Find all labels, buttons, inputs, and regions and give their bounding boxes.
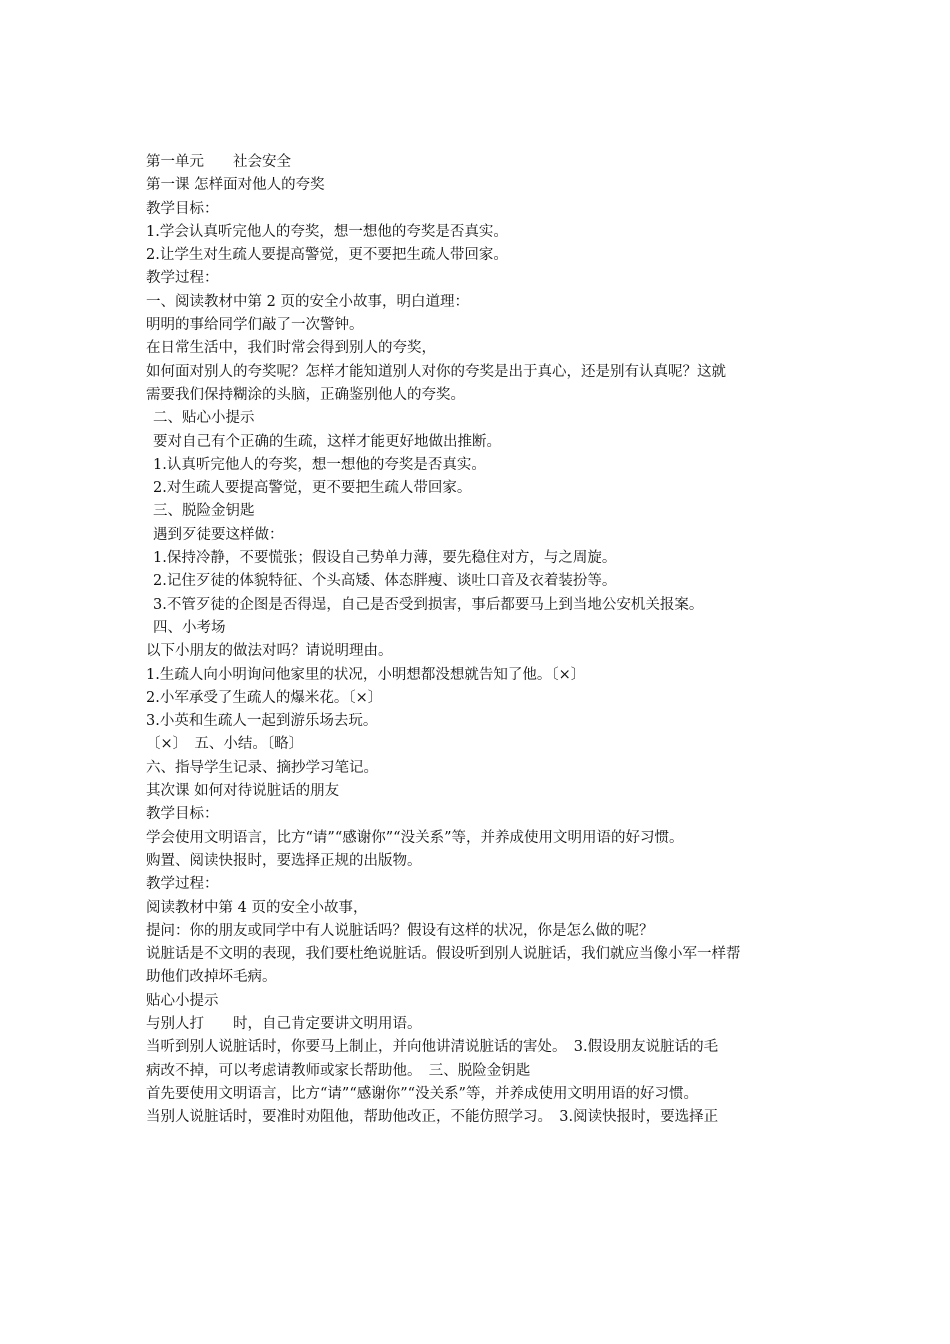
- text-line: 病改不掉，可以考虑请教师或家长帮助他。 三、脱险金钥匙: [146, 1062, 531, 1079]
- text-line: 遇到歹徒要这样做：: [153, 526, 284, 543]
- text-line: 四、小考场: [153, 619, 226, 636]
- text-line: 六、指导学生记录、摘抄学习笔记。: [146, 759, 378, 776]
- text-line: 首先要使用文明语言，比方“请”“感谢你”“没关系”等，并养成使用文明用语的好习惯。: [146, 1085, 698, 1102]
- text-line: 在日常生活中，我们时常会得到别人的夸奖，: [146, 340, 436, 357]
- text-line: 三、脱险金钥匙: [153, 503, 255, 520]
- text-line: 2.小军承受了生疏人的爆米花。〔×〕: [146, 689, 383, 706]
- text-line: 3.小英和生疏人一起到游乐场去玩。: [146, 713, 378, 730]
- text-line: 如何面对别人的夸奖呢？怎样才能知道别人对你的夸奖是出于真心，还是别有认真呢？这就: [146, 363, 726, 380]
- text-line: 1.生疏人向小明询问他家里的状况，小明想都没想就告知了他。〔×〕: [146, 666, 586, 683]
- text-line: 二、贴心小提示: [153, 410, 255, 427]
- text-line: 阅读教材中第 4 页的安全小故事，: [146, 899, 368, 916]
- text-line: 教学目标：: [146, 806, 219, 823]
- text-line: 购置、阅读快报时，要选择正规的出版物。: [146, 852, 422, 869]
- text-line: 2.对生疏人要提高警觉，更不要把生疏人带回家。: [153, 480, 472, 497]
- text-line: 2.让学生对生疏人要提高警觉，更不要把生疏人带回家。: [146, 247, 508, 264]
- text-line: 当听到别人说脏话时，你要马上制止，并向他讲清说脏话的害处。 3.假设朋友说脏话的毛: [146, 1039, 719, 1056]
- text-line: 当别人说脏话时，要准时劝阻他，帮助他改正，不能仿照学习。 3.阅读快报时，要选择正: [146, 1109, 719, 1126]
- text-line: 1.认真听完他人的夸奖，想一想他的夸奖是否真实。: [153, 456, 486, 473]
- text-line: 教学过程：: [146, 876, 219, 893]
- text-line: 贴心小提示: [146, 992, 219, 1009]
- text-line: 3.不管歹徒的企图是否得逞，自己是否受到损害，事后都要马上到当地公安机关报案。: [153, 596, 704, 613]
- text-line: 1.学会认真听完他人的夸奖，想一想他的夸奖是否真实。: [146, 223, 508, 240]
- text-line: 学会使用文明语言，比方“请”“感谢你”“没关系”等，并养成使用文明用语的好习惯。: [146, 829, 684, 846]
- text-line: 提问：你的朋友或同学中有人说脏话吗？假设有这样的状况，你是怎么做的呢？: [146, 922, 654, 939]
- text-line: 明明的事给同学们敲了一次警钟。: [146, 317, 364, 334]
- text-line: 要对自己有个正确的生疏，这样才能更好地做出推断。: [153, 433, 501, 450]
- text-line: 教学过程：: [146, 270, 219, 287]
- text-line: 以下小朋友的做法对吗？请说明理由。: [146, 643, 393, 660]
- text-line: 第一课 怎样面对他人的夸奖: [146, 177, 325, 194]
- text-line: 说脏话是不文明的表现，我们要杜绝说脏话。假设听到别人说脏话，我们就应当像小军一样帮: [146, 946, 741, 963]
- text-line: 教学目标：: [146, 200, 219, 217]
- text-line: 2.记住歹徒的体貌特征、个头高矮、体态胖瘦、谈吐口音及衣着装扮等。: [153, 573, 617, 590]
- text-line: 1.保持冷静，不要慌张；假设自己势单力薄，要先稳住对方，与之周旋。: [153, 550, 617, 567]
- text-line: 一、阅读教材中第 2 页的安全小故事，明白道理：: [146, 293, 469, 310]
- text-line: 其次课 如何对待说脏话的朋友: [146, 783, 340, 800]
- text-line: 〔×〕 五、小结。〔略〕: [146, 736, 304, 753]
- text-line: 助他们改掉坏毛病。: [146, 969, 277, 986]
- text-line: 第一单元 社会安全: [146, 154, 291, 170]
- text-line: 与别人打 时，自己肯定要讲文明用语。: [146, 1015, 422, 1032]
- text-line: 需要我们保持糊涂的头脑，正确鉴别他人的夸奖。: [146, 386, 465, 403]
- document-body: [146, 151, 798, 1129]
